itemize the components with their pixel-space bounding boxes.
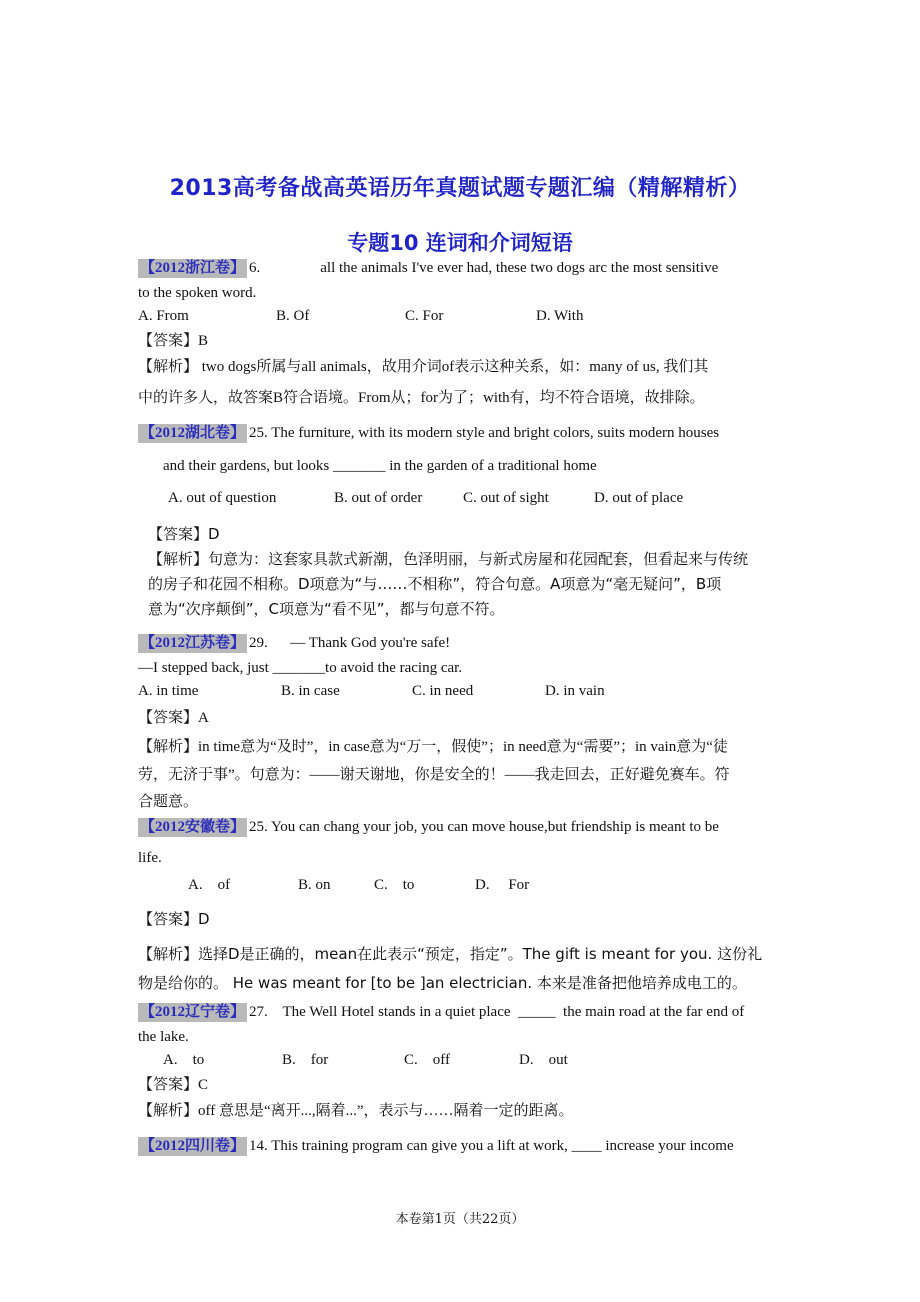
answer: 【答案】C [138, 1077, 209, 1093]
source-tag: 【2012湖北卷】 [140, 425, 246, 441]
question-3-stem-cont: —I stepped back, just _______to avoid the racing car. [138, 660, 463, 676]
question-1-stem [138, 259, 718, 278]
question-text: 29. — Thank God you're safe! [249, 635, 451, 651]
option-d: D. out [519, 1052, 568, 1068]
option-c: C. out of sight [463, 490, 549, 506]
question-text: 6. all the animals I've ever had, these two dogs arc the most sensitive [249, 260, 719, 276]
option-a: A. in time [138, 683, 199, 699]
option-a: A. of [188, 877, 231, 893]
option-c: C. off [404, 1052, 450, 1068]
main-title: 2013高考备战高英语历年真题试题专题汇编（精解精析） [169, 176, 751, 201]
option-c: C. in need [412, 683, 474, 699]
source-tag: 【2012江苏卷】 [140, 635, 246, 651]
source-tag: 【2012安徽卷】 [140, 819, 246, 835]
explanation-line: 【解析】off 意思是“离开...,隔着...”，表示与……隔着一定的距离。 [138, 1103, 574, 1119]
explanation-line: 【解析】 two dogs所属与all animals，故用介词of表示这种关系，如：many of us, 我们其 [138, 359, 709, 375]
option-b: B. Of [276, 308, 310, 324]
question-4-stem-cont: life. [138, 850, 162, 866]
answer: 【答案】D [148, 525, 220, 543]
answer: 【答案】B [138, 333, 209, 349]
question-text: 25. The furniture, with its modern style and bright colors, suits modern houses [249, 425, 720, 441]
explanation-line: 【解析】in time意为“及时”，in case意为“万一，假使”；in need意为“需要”；in vain意为“徒 [138, 739, 728, 755]
question-text: 14. This training program can give you a lift at work, ____ increase your income [249, 1138, 734, 1154]
explanation-line: 中的许多人，故答案B符合语境。From从；for为了；with有，均不符合语境，故排除。 [138, 390, 705, 406]
explanation-line: 【解析】选择D是正确的，mean在此表示“预定，指定”。The gift is meant for you. 这份礼 [138, 945, 763, 963]
explanation-line: 意为“次序颠倒”，C项意为“看不见”，都与句意不符。 [148, 600, 505, 618]
explanation-line: 劳，无济于事”。句意为：——谢天谢地，你是安全的！——我走回去，正好避免赛车。符 [138, 767, 730, 783]
option-b: B. for [282, 1052, 329, 1068]
question-text: 27. The Well Hotel stands in a quiet place _____ the main road at the far end of [249, 1004, 745, 1020]
question-text: 25. You can chang your job, you can move house,but friendship is meant to be [249, 819, 719, 835]
question-3-stem [138, 634, 450, 653]
option-c: C. to [374, 877, 415, 893]
question-6-stem [138, 1137, 734, 1156]
option-d: D. For [475, 877, 530, 893]
source-tag: 【2012浙江卷】 [140, 260, 246, 276]
question-5-stem [138, 1003, 744, 1022]
sub-title: 专题10 连词和介词短语 [347, 231, 573, 255]
option-d: D. With [536, 308, 584, 324]
option-d: D. out of place [594, 490, 684, 506]
question-2-stem [138, 424, 719, 443]
source-tag: 【2012辽宁卷】 [140, 1004, 246, 1020]
answer: 【答案】D [138, 910, 210, 928]
page-footer: 本卷第1页（共22页） [395, 1212, 525, 1227]
explanation-line: 合题意。 [138, 794, 199, 810]
option-a: A. From [138, 308, 189, 324]
explanation-line: 【解析】句意为：这套家具款式新潮，色泽明丽，与新式房屋和花园配套，但看起来与传统 [148, 550, 749, 568]
source-tag: 【2012四川卷】 [140, 1138, 246, 1154]
option-b: B. on [298, 877, 331, 893]
option-d: D. in vain [545, 683, 605, 699]
answer: 【答案】A [138, 710, 209, 726]
option-a: A. out of question [168, 490, 277, 506]
explanation-line: 物是给你的。 He was meant for [to be ]an electrician. 本来是准备把他培养成电工的。 [138, 974, 747, 992]
option-b: B. out of order [334, 490, 423, 506]
option-a: A. to [163, 1052, 205, 1068]
question-2-stem-cont: and their gardens, but looks _______ in the garden of a traditional home [163, 458, 597, 474]
question-5-stem-cont: the lake. [138, 1029, 189, 1045]
question-4-stem [138, 818, 719, 837]
question-1-stem-cont: to the spoken word. [138, 285, 257, 301]
option-c: C. For [405, 308, 444, 324]
option-b: B. in case [281, 683, 340, 699]
explanation-line: 的房子和花园不相称。D项意为“与……不相称”，符合句意。A项意为“毫无疑问”，B项 [148, 575, 722, 593]
